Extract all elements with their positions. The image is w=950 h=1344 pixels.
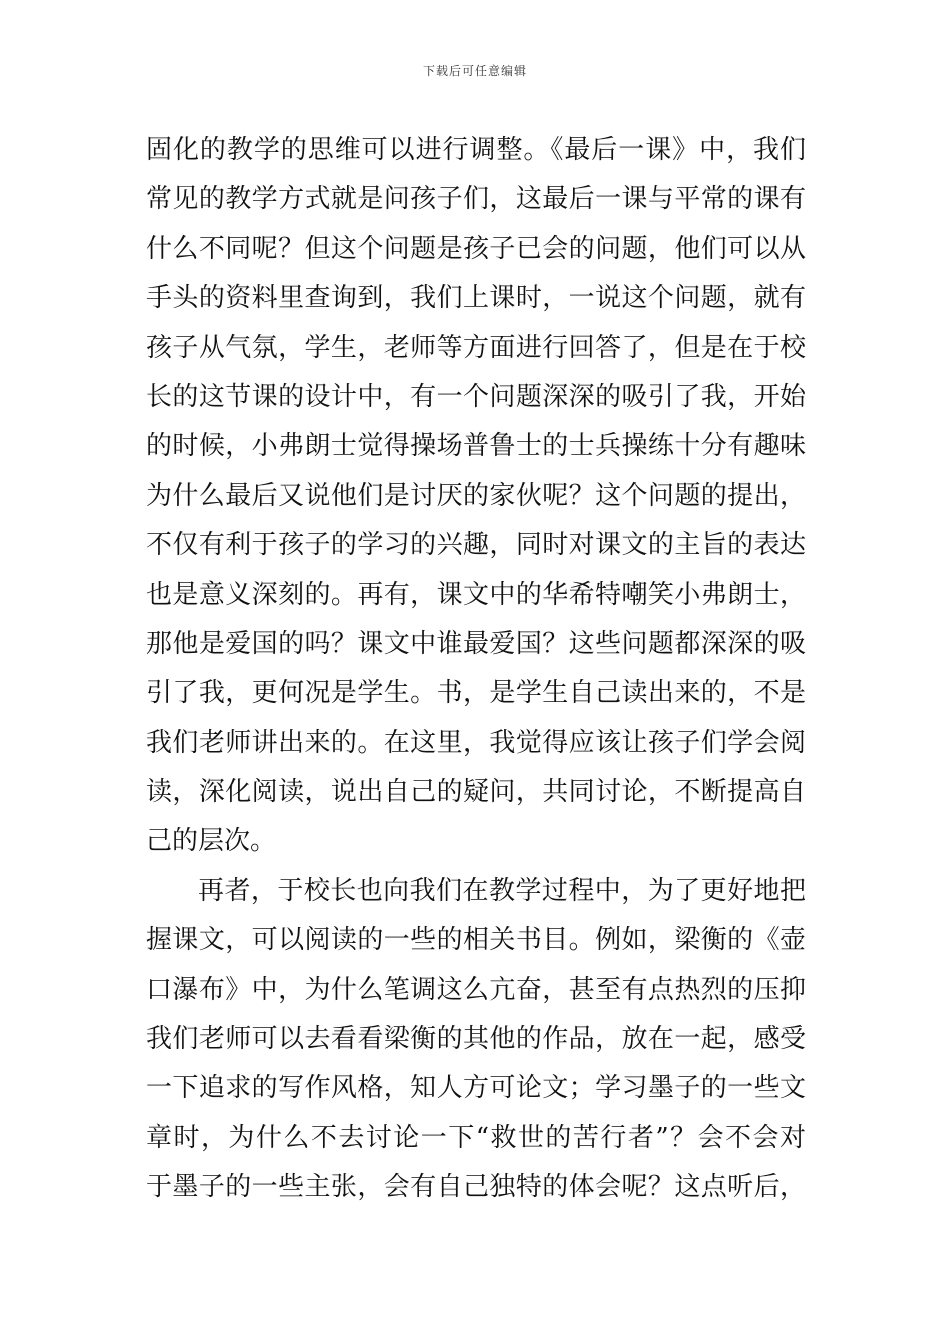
text-line: 固化的教学的思维可以进行调整。《最后一课》中，我们 (146, 135, 806, 165)
text-line: 于墨子的一些主张，会有自己独特的体会呢？这点听后， (146, 1172, 806, 1203)
text-line: 引了我，更何况是学生。书，是学生自己读出来的，不是 (146, 678, 806, 709)
text-line: 孩子从气氛，学生，老师等方面进行回答了，但是在于校 (146, 332, 806, 363)
text-line: 握课文，可以阅读的一些的相关书目。例如，梁衡的《壶 (146, 925, 806, 956)
text-line: 也是意义深刻的。再有，课文中的华希特嘲笑小弗朗士， (146, 579, 806, 610)
text-line: 一下追求的写作风格，知人方可论文；学习墨子的一些文 (146, 1073, 806, 1104)
text-line: 常见的教学方式就是问孩子们，这最后一课与平常的课有 (146, 184, 806, 215)
text-line: 口瀑布》中，为什么笔调这么亢奋，甚至有点热烈的压抑 (146, 974, 806, 1005)
text-line: 再者，于校长也向我们在教学过程中，为了更好地把 (198, 875, 806, 906)
text-line: 为什么最后又说他们是讨厌的家伙呢？这个问题的提出， (146, 480, 806, 511)
paragraph-1 (146, 126, 806, 867)
text-line: 读，深化阅读，说出自己的疑问，共同讨论，不断提高自 (146, 777, 806, 808)
text-line: 章时，为什么不去讨论一下“救世的苦行者”？会不会对 (146, 1122, 806, 1153)
paragraph-2 (146, 867, 806, 1213)
text-line: 己的层次。 (146, 826, 277, 857)
text-line: 我们老师可以去看看梁衡的其他的作品，放在一起，感受 (146, 1024, 806, 1055)
text-line: 手头的资料里查询到，我们上课时，一说这个问题，就有 (146, 283, 806, 314)
text-line: 那他是爱国的吗？课文中谁最爱国？这些问题都深深的吸 (146, 628, 806, 659)
text-line: 的时候，小弗朗士觉得操场普鲁士的士兵操练十分有趣味 (146, 431, 806, 462)
body-text (146, 126, 806, 1213)
page-header: 下载后可任意编辑 (422, 64, 527, 78)
text-line: 我们老师讲出来的。在这里，我觉得应该让孩子们学会阅 (146, 727, 806, 758)
text-line: 不仅有利于孩子的学习的兴趣，同时对课文的主旨的表达 (146, 530, 806, 561)
text-line: 什么不同呢？但这个问题是孩子已会的问题，他们可以从 (146, 233, 806, 264)
text-line: 长的这节课的设计中，有一个问题深深的吸引了我，开始 (146, 381, 806, 412)
